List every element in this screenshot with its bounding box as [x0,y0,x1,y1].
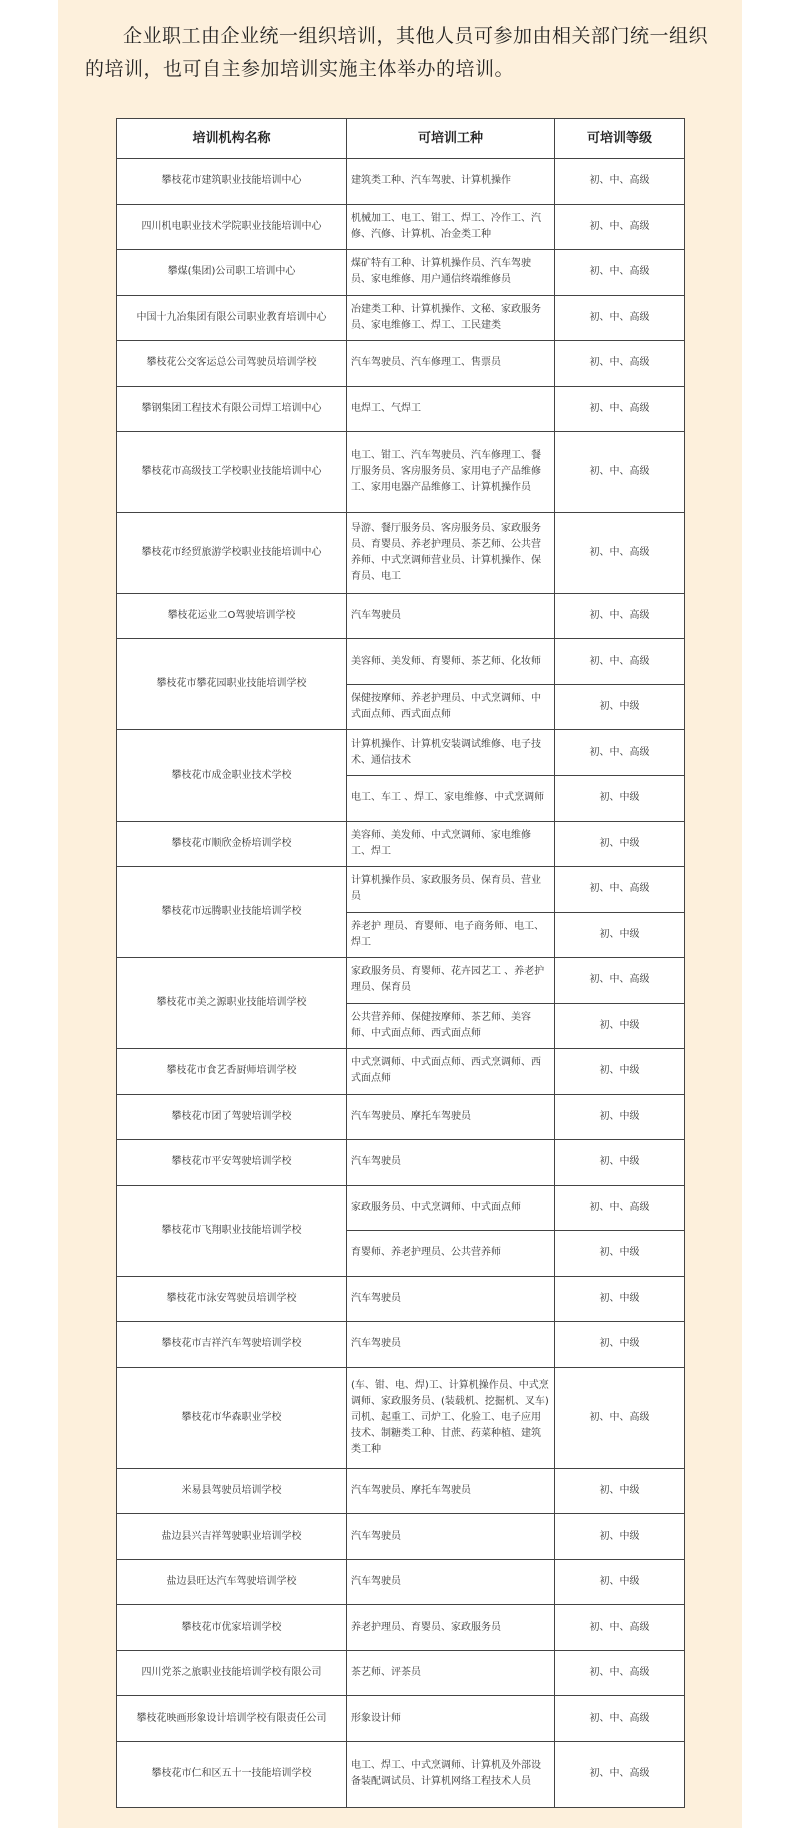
institution-name-cell: 攀枝花市仁和区五十一技能培训学校 [117,1741,347,1807]
level-cell: 初、中、高级 [555,1605,685,1651]
table-row [117,1094,685,1140]
table-row [117,593,685,639]
trades-cell: 导游、餐厅服务员、客房服务员、家政服务员、育婴员、养老护理员、茶艺师、公共营养师、中式烹调师营业员、计算机操作、保育员、电工 [347,513,555,594]
table-row [117,639,685,685]
institution-name-cell: 盐边县旺达汽车驾驶培训学校 [117,1559,347,1605]
institution-name-cell: 攀枝花市经贸旅游学校职业技能培训中心 [117,513,347,594]
trades-cell: 汽车驾驶员 [347,593,555,639]
institution-name-cell: 中国十九冶集团有限公司职业教育培训中心 [117,295,347,341]
level-cell: 初、中、高级 [555,593,685,639]
table-row [117,341,685,387]
table-row [117,1140,685,1186]
institution-name-cell: 攀枝花市高级技工学校职业技能培训中心 [117,432,347,513]
table-row [117,295,685,341]
level-cell: 初、中级 [555,912,685,958]
institution-name-cell: 攀枝花市飞翔职业技能培训学校 [117,1185,347,1276]
institution-name-cell: 攀枝花市华森职业学校 [117,1367,347,1468]
table-row [117,867,685,913]
trades-cell: 美容师、美发师、中式烹调师、家电维修工、焊工 [347,821,555,867]
table-row [117,1696,685,1742]
trades-cell: 电工、焊工、中式烹调师、计算机及外部设备装配调试员、计算机网络工程技术人员 [347,1741,555,1807]
institution-name-cell: 攀枝花市建筑职业技能培训中心 [117,159,347,205]
trades-cell: 计算机操作员、家政服务员、保育员、营业员 [347,867,555,913]
trades-cell: 机械加工、电工、钳工、焊工、冷作工、汽修、汽修、计算机、冶金类工种 [347,204,555,250]
level-cell: 初、中、高级 [555,432,685,513]
institution-name-cell: 攀枝花市成金职业技术学校 [117,730,347,821]
table-row [117,1276,685,1322]
level-cell: 初、中级 [555,1049,685,1095]
table-row [117,958,685,1004]
level-cell: 初、中、高级 [555,386,685,432]
institution-name-cell: 攀枝花市平安驾驶培训学校 [117,1140,347,1186]
trades-cell: 养老护理员、育婴员、家政服务员 [347,1605,555,1651]
table-row [117,1514,685,1560]
institution-name-cell: 攀枝花市泳安驾驶员培训学校 [117,1276,347,1322]
trades-cell: 美容师、美发师、育婴师、茶艺师、化妆师 [347,639,555,685]
institution-name-cell: 攀煤(集团)公司职工培训中心 [117,250,347,296]
level-cell: 初、中、高级 [555,730,685,776]
level-cell: 初、中级 [555,1003,685,1049]
table-row [117,730,685,776]
level-cell: 初、中、高级 [555,958,685,1004]
table-row [117,1559,685,1605]
institution-name-cell: 四川党茶之旅职业技能培训学校有限公司 [117,1650,347,1696]
trades-cell: 茶艺师、评茶员 [347,1650,555,1696]
trades-cell: 计算机操作、计算机安装调试维修、电子技术、通信技术 [347,730,555,776]
level-cell: 初、中级 [555,1322,685,1368]
table-row [117,159,685,205]
level-cell: 初、中级 [555,776,685,822]
institution-name-cell: 攀枝花市吉祥汽车驾驶培训学校 [117,1322,347,1368]
institution-name-cell: 攀枝花市优家培训学校 [117,1605,347,1651]
institution-name-cell: 盐边县兴吉祥驾驶职业培训学校 [117,1514,347,1560]
table-row [117,432,685,513]
trades-cell: 汽车驾驶员 [347,1276,555,1322]
trades-cell: 电焊工、气焊工 [347,386,555,432]
trades-cell: 电工、钳工、汽车驾驶员、汽车修理工、餐厅服务员、客房服务员、家用电子产品维修工、家用电器产品维修工、计算机操作员 [347,432,555,513]
trades-cell: 中式烹调师、中式面点师、西式烹调师、西式面点师 [347,1049,555,1095]
header-trades: 可培训工种 [347,119,555,159]
institution-name-cell: 攀枝花市食艺香厨师培训学校 [117,1049,347,1095]
institution-name-cell: 攀枝花市团了驾驶培训学校 [117,1094,347,1140]
level-cell: 初、中、高级 [555,250,685,296]
table-row [117,1185,685,1231]
training-institutions-table [116,118,685,1808]
institution-name-cell: 攀枝花映画形象设计培训学校有限责任公司 [117,1696,347,1742]
trades-cell: 家政服务员、中式烹调师、中式面点师 [347,1185,555,1231]
level-cell: 初、中、高级 [555,1696,685,1742]
trades-cell: 汽车驾驶员 [347,1559,555,1605]
level-cell: 初、中级 [555,1559,685,1605]
institution-name-cell: 攀枝花运业二O驾驶培训学校 [117,593,347,639]
trades-cell: 家政服务员、育婴师、花卉园艺工 、养老护理员、保育员 [347,958,555,1004]
level-cell: 初、中级 [555,1514,685,1560]
level-cell: 初、中、高级 [555,513,685,594]
trades-cell: 汽车驾驶员 [347,1514,555,1560]
table-header-row [117,119,685,159]
level-cell: 初、中、高级 [555,295,685,341]
table-row [117,1049,685,1095]
table-row [117,1650,685,1696]
table-row [117,1605,685,1651]
level-cell: 初、中、高级 [555,1367,685,1468]
trades-cell: 公共营养师、保健按摩师、茶艺师、美容师、中式面点师、西式面点师 [347,1003,555,1049]
trades-cell: 建筑类工种、汽车驾驶、计算机操作 [347,159,555,205]
table-row [117,1468,685,1514]
institution-name-cell: 攀枝花市美之源职业技能培训学校 [117,958,347,1049]
trades-cell: 汽车驾驶员 [347,1322,555,1368]
trades-cell: 煤矿特有工种、计算机操作员、汽车驾驶员、家电维修、用户通信终端维修员 [347,250,555,296]
intro-paragraph: 企业职工由企业统一组织培训，其他人员可参加由相关部门统一组织的培训，也可自主参加培训实施主体举办的培训。 [85,25,709,80]
header-institution: 培训机构名称 [117,119,347,159]
table-row [117,513,685,594]
level-cell: 初、中级 [555,1231,685,1277]
level-cell: 初、中、高级 [555,639,685,685]
table-row [117,204,685,250]
institution-name-cell: 四川机电职业技术学院职业技能培训中心 [117,204,347,250]
level-cell: 初、中级 [555,684,685,730]
trades-cell: 汽车驾驶员、摩托车驾驶员 [347,1094,555,1140]
level-cell: 初、中级 [555,1140,685,1186]
level-cell: 初、中级 [555,1276,685,1322]
table-row [117,250,685,296]
level-cell: 初、中、高级 [555,204,685,250]
level-cell: 初、中、高级 [555,341,685,387]
header-level: 可培训等级 [555,119,685,159]
institution-name-cell: 米易县驾驶员培训学校 [117,1468,347,1514]
level-cell: 初、中级 [555,1468,685,1514]
table-row [117,1741,685,1807]
trades-cell: 育婴师、养老护理员、公共营养师 [347,1231,555,1277]
institution-name-cell: 攀枝花市顺欣金桥培训学校 [117,821,347,867]
trades-cell: 汽车驾驶员、摩托车驾驶员 [347,1468,555,1514]
trades-cell: (车、钳、电、焊)工、计算机操作员、中式烹调师、家政服务员、(装载机、挖掘机、叉车)司机、起重工、司炉工、化验工、电子应用技术、制糖类工种、甘蔗、药菜种植、建筑类工种 [347,1367,555,1468]
level-cell: 初、中、高级 [555,159,685,205]
trades-cell: 电工、车工 、焊工、家电维修、中式烹调师 [347,776,555,822]
level-cell: 初、中、高级 [555,1650,685,1696]
institution-name-cell: 攀枝花公交客运总公司驾驶员培训学校 [117,341,347,387]
level-cell: 初、中、高级 [555,867,685,913]
table-row [117,821,685,867]
level-cell: 初、中、高级 [555,1185,685,1231]
trades-cell: 汽车驾驶员 [347,1140,555,1186]
table-row [117,1367,685,1468]
table-row [117,1322,685,1368]
trades-cell: 冶建类工种、计算机操作、文秘、家政服务员、家电维修工、焊工、工民建类 [347,295,555,341]
trades-cell: 保健按摩师、养老护理员、中式烹调师、中式面点师、西式面点师 [347,684,555,730]
institution-name-cell: 攀枝花市攀花园职业技能培训学校 [117,639,347,730]
table-row [117,386,685,432]
institution-name-cell: 攀枝花市远腾职业技能培训学校 [117,867,347,958]
level-cell: 初、中、高级 [555,1741,685,1807]
trades-cell: 形象设计师 [347,1696,555,1742]
level-cell: 初、中级 [555,821,685,867]
level-cell: 初、中级 [555,1094,685,1140]
trades-cell: 汽车驾驶员、汽车修理工、售票员 [347,341,555,387]
institution-name-cell: 攀钢集团工程技术有限公司焊工培训中心 [117,386,347,432]
trades-cell: 养老护 理员、育婴师、电子商务师、电工、焊工 [347,912,555,958]
